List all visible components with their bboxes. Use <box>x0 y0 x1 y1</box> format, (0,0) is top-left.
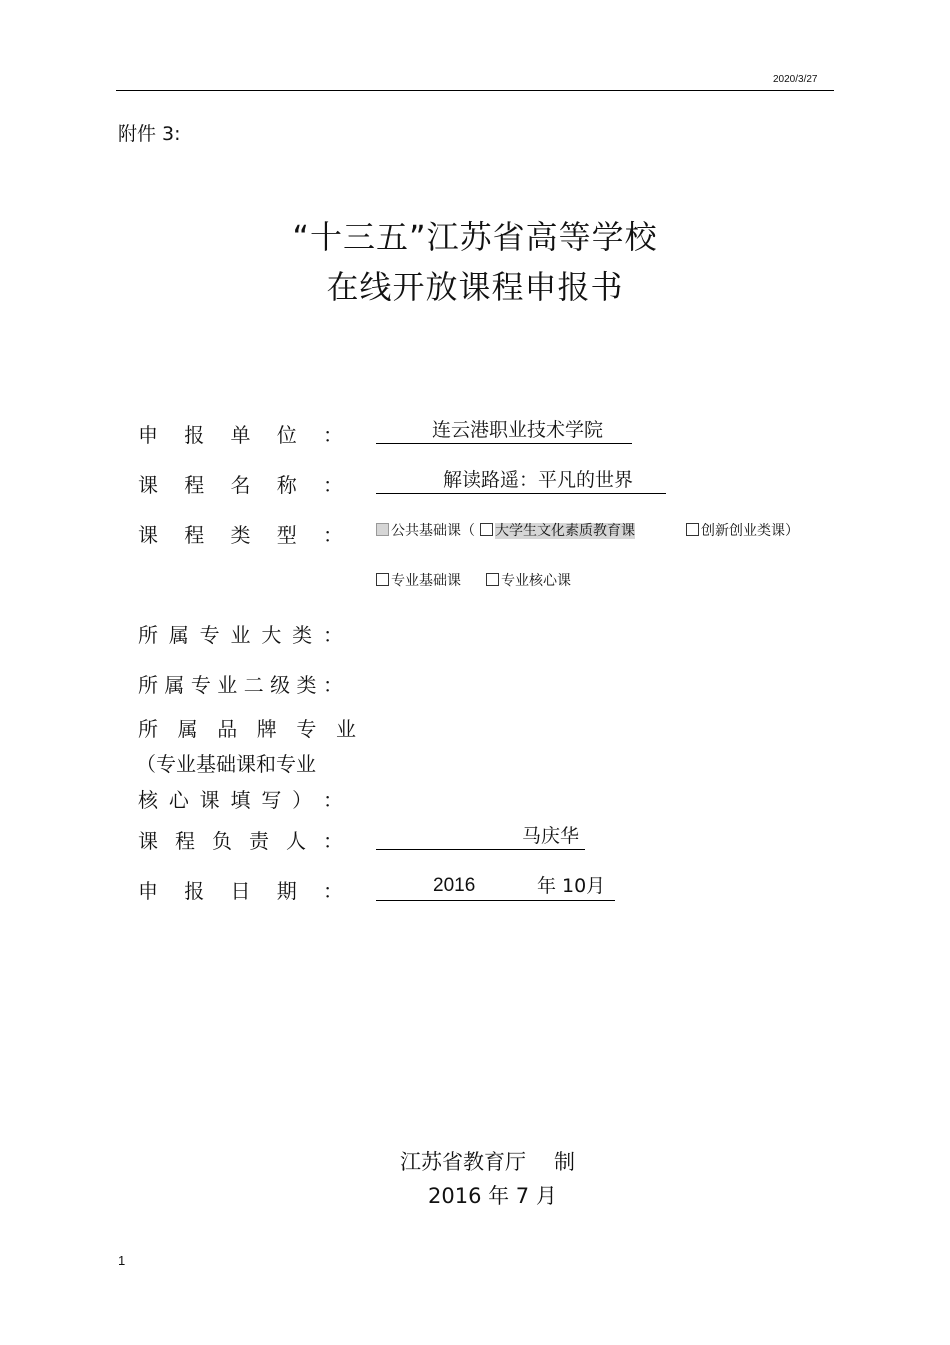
header-date: 2020/3/27 <box>773 74 818 85</box>
course-type-option-major-core[interactable]: 专业核心课 <box>486 570 571 590</box>
date-value <box>376 874 615 901</box>
issue-date: 2016 年 7 月 <box>428 1184 557 1208</box>
page-number: 1 <box>118 1253 126 1268</box>
brand-major-label-line2: （专业基础课和专业 <box>136 752 316 776</box>
major-subcategory-label: 所 属 专 业 二 级 类 ： <box>138 673 343 697</box>
course-name-value: 解读路遥：平凡的世界 <box>376 468 666 494</box>
document-title-line2: 在线开放课程申报书 <box>326 268 624 306</box>
date-year-suffix: 年 <box>537 875 557 897</box>
checkbox-icon[interactable] <box>480 523 493 536</box>
issuer: 江苏省教育厅 制 <box>400 1150 575 1174</box>
course-type-option-public-basic[interactable]: 公共基础课（ <box>376 520 475 540</box>
checkbox-icon[interactable] <box>486 573 499 586</box>
leader-value: 马庆华 <box>376 824 585 850</box>
unit-label: 申 报 单 位 ： <box>138 423 343 447</box>
brand-major-label-line3: 核 心 课 填 写 ） ： <box>138 788 343 812</box>
checkbox-icon[interactable] <box>376 523 389 536</box>
course-type-option-major-basic[interactable]: 专业基础课 <box>376 570 461 590</box>
date-month: 10月 <box>562 875 606 897</box>
course-type-label: 课 程 类 型 ： <box>138 523 343 547</box>
brand-major-label-line1: 所 属 品 牌 专 业 <box>138 717 356 741</box>
checkbox-icon[interactable] <box>686 523 699 536</box>
unit-value: 连云港职业技术学院 <box>376 418 632 444</box>
course-type-option-culture-quality[interactable]: 大学生文化素质教育课 <box>480 520 635 540</box>
attachment-label: 附件 3: <box>118 123 181 145</box>
major-category-label: 所 属 专 业 大 类 ： <box>138 623 343 647</box>
course-type-option-innovation[interactable]: 创新创业类课） <box>686 520 799 540</box>
header-rule <box>116 90 834 91</box>
document-title-line1: “十三五”江苏省高等学校 <box>292 218 658 256</box>
checkbox-icon[interactable] <box>376 573 389 586</box>
course-name-label: 课 程 名 称 ： <box>138 473 343 497</box>
date-year: 2016 <box>433 875 476 896</box>
date-label: 申 报 日 期 ： <box>138 879 343 903</box>
leader-label: 课 程 负 责 人 ： <box>138 829 343 853</box>
